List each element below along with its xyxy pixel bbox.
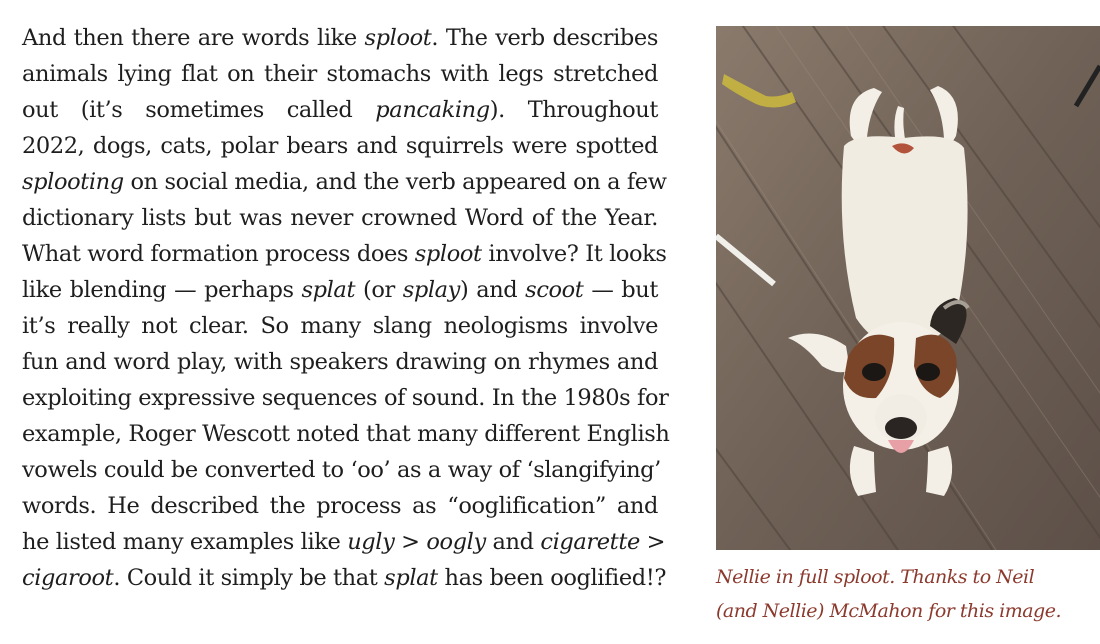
text-run: > xyxy=(394,529,427,555)
paragraph-line xyxy=(22,20,658,56)
paragraph-line xyxy=(22,488,658,524)
text-run: fun and word play, with speakers drawing on rhymes and xyxy=(22,349,658,375)
text-run: And then there are words like xyxy=(22,25,365,51)
paragraph-line xyxy=(22,380,669,416)
italic-term: sploot xyxy=(364,25,432,51)
paragraph-line xyxy=(22,416,670,452)
caption-line: (and Nellie) McMahon for this image. xyxy=(716,600,1062,622)
italic-term: splay xyxy=(402,277,460,303)
paragraph-line xyxy=(22,164,667,200)
text-run: out (it’s sometimes called xyxy=(22,97,376,123)
paragraph-line xyxy=(22,308,658,344)
text-run: ) and xyxy=(459,277,526,303)
paragraph-line xyxy=(22,200,658,236)
text-run: involve? It looks xyxy=(481,241,667,267)
italic-term: cigarette xyxy=(540,529,640,555)
text-run: has been ooglified!? xyxy=(437,565,667,591)
paragraph-line xyxy=(22,272,658,308)
paragraph-line xyxy=(22,560,667,596)
paragraph-line xyxy=(22,92,658,128)
figure-caption xyxy=(716,560,1096,628)
dog-photo-illustration xyxy=(716,26,1100,550)
text-run: dictionary lists but was never crowned Word of the Year. xyxy=(22,205,658,231)
text-run: it’s really not clear. So many slang neologisms involve xyxy=(22,313,658,339)
text-run: he listed many examples like xyxy=(22,529,348,555)
paragraph-line xyxy=(22,452,661,488)
italic-term: splat xyxy=(301,277,356,303)
italic-term: ugly xyxy=(347,529,395,555)
text-run: (or xyxy=(355,277,403,303)
italic-term: oogly xyxy=(426,529,486,555)
dog-photo xyxy=(716,26,1100,550)
text-run: words. He described the process as “ooglification” and xyxy=(22,493,658,519)
text-run: animals lying flat on their stomachs with legs stretched xyxy=(22,61,658,87)
paragraph-line xyxy=(22,128,658,164)
text-run: on social media, and the verb appeared on a few xyxy=(123,169,667,195)
text-run: ). Throughout xyxy=(489,97,658,123)
text-run: What word formation process does xyxy=(22,241,415,267)
text-run: and xyxy=(485,529,541,555)
italic-term: sploot xyxy=(414,241,482,267)
italic-term: splat xyxy=(384,565,438,591)
text-run: example, Roger Wescott noted that many different English xyxy=(22,421,670,447)
paragraph-line xyxy=(22,344,658,380)
italic-term: pancaking xyxy=(375,97,490,123)
text-run: . Could it simply be that xyxy=(113,565,385,591)
article-body xyxy=(22,20,670,596)
italic-term: splooting xyxy=(22,169,124,195)
text-run: — but xyxy=(583,277,659,303)
italic-term: scoot xyxy=(525,277,584,303)
caption-line: Nellie in full sploot. Thanks to Neil xyxy=(716,566,1035,588)
text-run: . The verb describes xyxy=(431,25,658,51)
text-run: > xyxy=(639,529,666,555)
text-run: exploiting expressive sequences of sound. In the 1980s for xyxy=(22,385,669,411)
text-run: like blending — perhaps xyxy=(22,277,302,303)
paragraph-line xyxy=(22,524,666,560)
paragraph-line xyxy=(22,56,658,92)
italic-term: cigaroot xyxy=(22,565,114,591)
paragraph-line xyxy=(22,236,667,272)
text-run: 2022, dogs, cats, polar bears and squirrels were spotted xyxy=(22,133,658,159)
text-run: vowels could be converted to ‘oo’ as a way of ‘slangifying’ xyxy=(22,457,661,483)
